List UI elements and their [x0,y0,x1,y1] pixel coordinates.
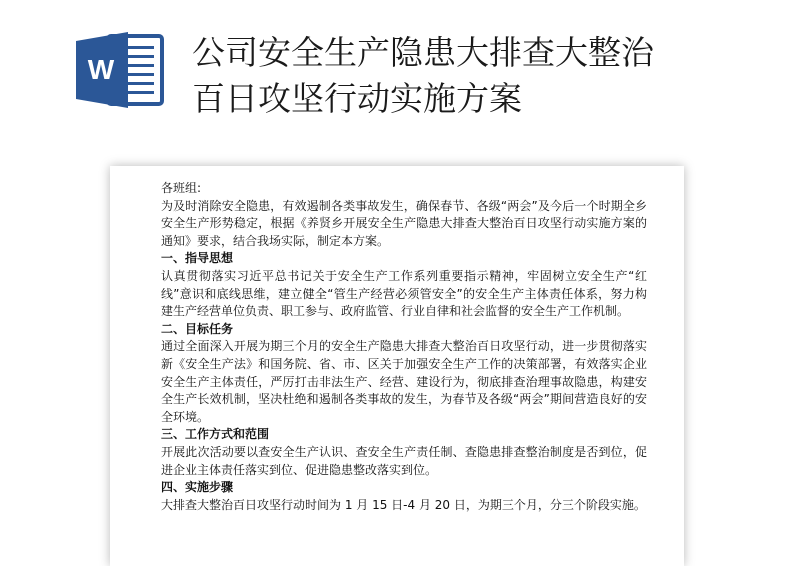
page-title [192,30,792,122]
section-body-3: 开展此次活动要以查安全生产认识、查安全生产责任制、查隐患排查整治制度是否到位，促进企业主体责任落实到位、促进隐患整改落实到位。 [161,444,647,477]
section-heading-4: 四、实施步骤 [161,480,234,495]
section-heading-2: 二、目标任务 [161,321,234,336]
document-body [161,180,647,514]
section-body-1: 认真贯彻落实习近平总书记关于安全生产工作系列重要指示精神，牢固树立安全生产“红线”意识和底线思维，建立健全“管生产经营必须管安全”的安全生产主体责任体系，努力构建生产经营单位负责、职工参与、政府监管、行业自律和社会监督的安全生产工作机制。 [161,268,647,319]
header [0,0,800,150]
section-heading-1: 一、指导思想 [161,251,234,266]
salutation: 各班组: [161,181,202,195]
word-doc-icon [76,30,166,110]
section-body-2: 通过全面深入开展为期三个月的安全生产隐患大排查大整治百日攻坚行动，进一步贯彻落实新《安全生产法》和国务院、省、市、区关于加强安全生产工作的决策部署，有效落实企业安全生产主体责任，严厉打击非法生产、经营、建设行为，彻底排查治理事故隐患，构建安全生产长效机制，坚决杜绝和遏制各类事故的发生，为春节及各级“两会”期间营造良好的安全环境。 [161,339,647,424]
section-heading-3: 三、工作方式和范围 [161,427,270,442]
title-line-1: 公司安全生产隐患大排查大整治 [192,33,654,72]
word-icon-letter: W [87,54,115,85]
section-body-4: 大排查大整治百日攻坚行动时间为 1 月 15 日-4 月 20 日，为期三个月，分三个阶段实施。 [161,497,646,512]
title-line-2: 百日攻坚行动实施方案 [192,79,522,118]
intro-paragraph: 为及时消除安全隐患，有效遏制各类事故发生，确保春节、各级“两会”及今后一个时期全乡安全生产形势稳定，根据《养贤乡开展安全生产隐患大排查大整治百日攻坚行动实施方案的通知》要求，结合我场实际，制定本方案。 [161,198,647,248]
document-page [110,166,684,566]
